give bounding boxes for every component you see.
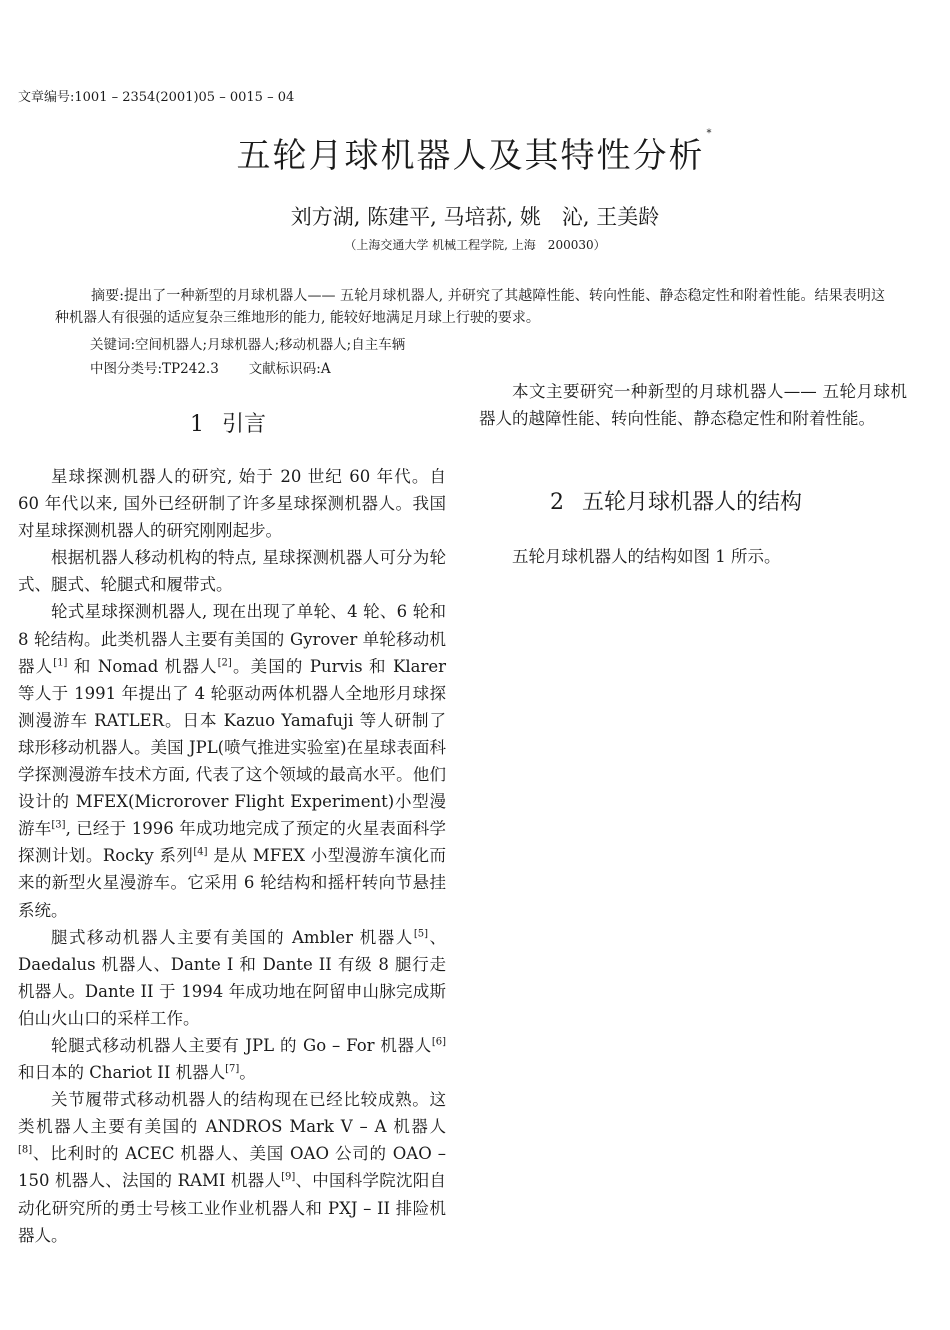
section-title: 五轮月球机器人的结构 <box>582 490 803 515</box>
section-heading-2 <box>550 485 802 516</box>
right-column <box>479 378 907 432</box>
paragraph: 腿式移动机器人主要有美国的 Ambler 机器人[5]、Daedalus 机器人、Dante I 和 Dante II 有级 8 腿行走机器人。Dante II 于 1994 年成功地在阿留申山脉完成斯伯山火山口的采样工作。 <box>18 927 446 1028</box>
citation-ref: [8] <box>18 1144 33 1156</box>
right-column-lower <box>479 543 907 570</box>
citation-ref: [6] <box>431 1036 446 1048</box>
article-number: 文章编号:1001 – 2354(2001)05 – 0015 – 04 <box>18 90 295 105</box>
citation-ref: [9] <box>281 1171 296 1183</box>
paragraph: 星球探测机器人的研究, 始于 20 世纪 60 年代。自 60 年代以来, 国外已经研制了许多星球探测机器人。我国对星球探测机器人的研究刚刚起步。 <box>18 467 446 541</box>
paper-title <box>0 128 950 177</box>
section-number: 2 <box>550 490 564 515</box>
keywords: 关键词:空间机器人;月球机器人;移动机器人;自主车辆 <box>90 337 406 353</box>
citation-ref: [5] <box>413 928 428 940</box>
classification-line <box>90 357 331 377</box>
section-heading-1 <box>190 407 266 438</box>
citation-ref: [7] <box>225 1063 240 1075</box>
affiliation: （上海交通大学 机械工程学院, 上海 200030） <box>344 238 606 252</box>
document-code: 文献标识码:A <box>248 361 331 377</box>
paragraph: 本文主要研究一种新型的月球机器人—— 五轮月球机器人的越障性能、转向性能、静态稳定性和附着性能。 <box>479 382 907 429</box>
section-title: 引言 <box>222 412 267 437</box>
citation-ref: [1] <box>53 657 68 669</box>
author-list: 刘方湖, 陈建平, 马培荪, 姚 沁, 王美龄 <box>290 205 660 229</box>
paragraph: 关节履带式移动机器人的结构现在已经比较成熟。这类机器人主要有美国的 ANDROS Mark V – A 机器人[8]、比利时的 ACEC 机器人、美国 OAO 公司的 OAO – 150 机器人、法国的 RAMI 机器人[9]、中国科学院沈阳自动化研究所的勇士号核工业作业机器人和 PXJ – II 排险机器人。 <box>18 1090 446 1245</box>
paragraph: 轮腿式移动机器人主要有 JPL 的 Go – For 机器人[6] 和日本的 Chariot II 机器人[7]。 <box>18 1035 446 1083</box>
citation-ref: [4] <box>193 846 208 858</box>
title-footnote-mark: * <box>706 128 714 139</box>
clc-number: 中图分类号:TP242.3 <box>90 361 219 377</box>
section-number: 1 <box>190 412 204 437</box>
paragraph: 根据机器人移动机构的特点, 星球探测机器人可分为轮式、腿式、轮腿式和履带式。 <box>18 548 446 595</box>
title-text: 五轮月球机器人及其特性分析 <box>236 136 705 176</box>
citation-ref: [2] <box>217 657 232 669</box>
citation-ref: [3] <box>51 819 66 831</box>
paragraph: 轮式星球探测机器人, 现在出现了单轮、4 轮、6 轮和 8 轮结构。此类机器人主要有美国的 Gyrover 单轮移动机器人[1] 和 Nomad 机器人[2]。美国的 Purvis 和 Klarer 等人于 1991 年提出了 4 轮驱动两体机器人全地形月球探测漫游车 RATLER。日本 Kazuo Yamafuji 等人研制了球形移动机器人。美国 JPL(喷气推进实验室)在星球表面科学探测漫游车技术方面, 代表了这个领域的最高水平。他们设计的 MFEX(Microrover Flight Experiment)小型漫游车[3], 已经于 1996 年成功地完成了预定的火星表面科学探测计划。Rocky 系列[4] 是从 MFEX 小型漫游车演化而来的新型火星漫游车。它采用 6 轮结构和摇杆转向节悬挂系统。 <box>18 602 447 920</box>
paragraph: 五轮月球机器人的结构如图 1 所示。 <box>512 547 781 566</box>
left-column <box>18 463 446 1249</box>
abstract: 摘要:提出了一种新型的月球机器人—— 五轮月球机器人, 并研究了其越障性能、转向性能、静态稳定性和附着性能。结果表明这种机器人有很强的适应复杂三维地形的能力, 能较好地满足月球上行驶的要求。 <box>55 288 885 326</box>
